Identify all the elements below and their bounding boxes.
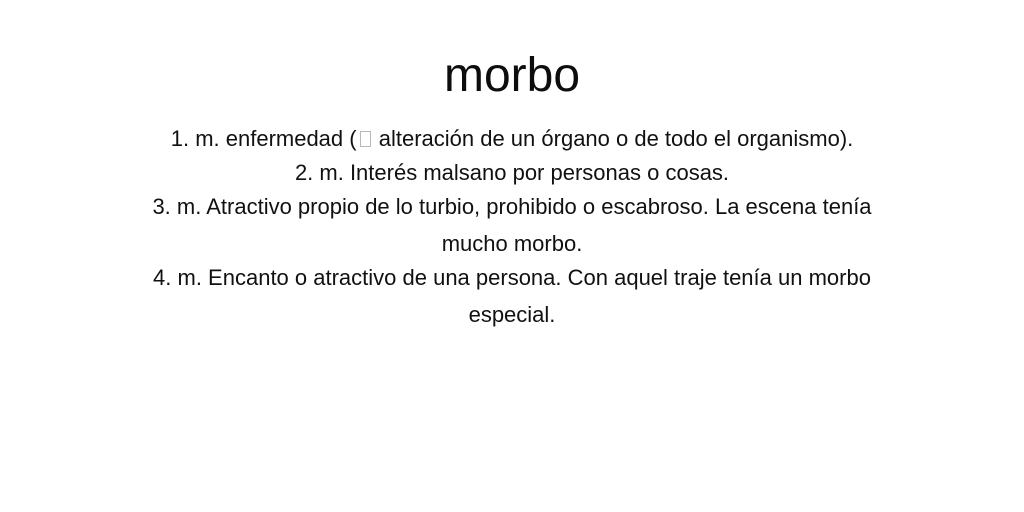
definition-1: [87, 120, 937, 157]
definition-line: mucho morbo.: [441, 231, 583, 256]
definition-2: [87, 154, 937, 191]
definition-4: [87, 259, 937, 333]
definition-text: 1. m. enfermedad (: [170, 126, 357, 151]
definition-line: 2. m. Interés malsano por personas o cosas.: [294, 160, 730, 185]
definition-line: especial.: [468, 302, 556, 327]
definition-text: alteración de un órgano o de todo el organismo).: [372, 126, 854, 151]
missing-glyph-icon: [360, 131, 371, 147]
definition-line: [87, 120, 937, 157]
definition-line: 4. m. Encanto o atractivo de una persona. Con aquel traje tenía un morbo: [153, 265, 871, 290]
headword: morbo: [443, 49, 581, 102]
definition-list: [87, 120, 937, 333]
definition-line: 3. m. Atractivo propio de lo turbio, prohibido o escabroso. La escena tenía: [152, 194, 872, 219]
definition-3: [87, 188, 937, 262]
